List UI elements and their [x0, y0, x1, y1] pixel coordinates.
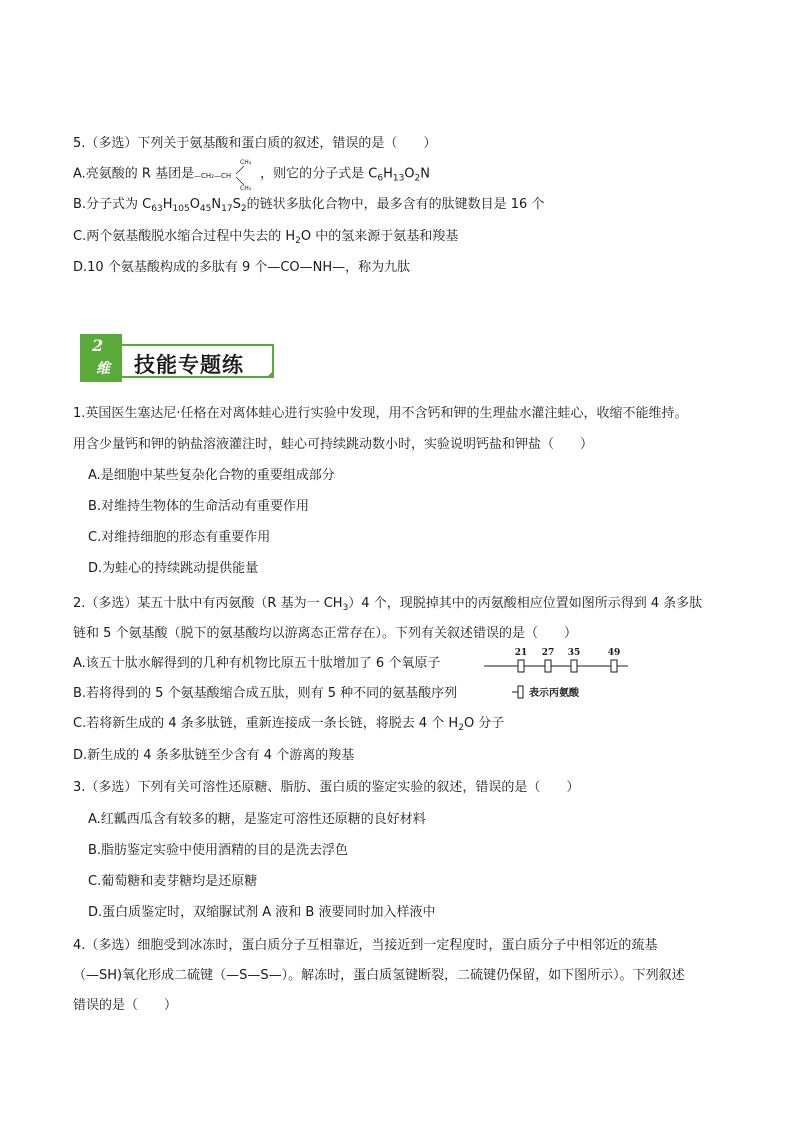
q2-line2: 链和 5 个氨基酸（脱下的氨基酸均以游离态正常存在）。下列有关叙述错误的是（ ） — [73, 626, 578, 641]
q5-a-o: O — [404, 166, 415, 182]
q5-a-formula-c: ，则它的分子式是 C — [260, 166, 378, 182]
rgroup-top: CH₃ — [240, 159, 252, 166]
position-label-49: 49 — [607, 648, 621, 658]
q5-b-sub: 45 — [199, 204, 212, 214]
q1-option-d: D.为蛙心的持续跳动提供能量 — [88, 561, 259, 576]
q5-b-o: O — [189, 197, 200, 212]
alanine-marker — [545, 660, 551, 672]
q4-line3: 错误的是（ ） — [73, 998, 178, 1013]
q5-a-text: A.亮氨酸的 R 基团是 — [73, 166, 195, 182]
q5-a-sub: 2 — [414, 173, 421, 184]
q5-b-sub: 17 — [221, 204, 233, 214]
q4-line2: （—SH)氧化形成二硫键（—S—S—）。解冻时，蛋白质氢键断裂，二硫键仍保留，如下图所示）。下列叙述 — [73, 968, 685, 983]
q5-option-a — [73, 159, 430, 190]
rgroup-bottom: CH₃ — [240, 185, 252, 190]
q2-c-text-end: O 分子 — [463, 716, 505, 731]
position-label-35: 35 — [567, 648, 581, 658]
peptide-diagram — [482, 646, 632, 702]
alanine-marker — [611, 660, 617, 672]
section-badge — [80, 334, 122, 382]
q5-b-text-end: 的链状多肽化合物中，最多含有的肽键数目是 16 个 — [246, 197, 545, 212]
q4-line1: 4.（多选）细胞受到冰冻时，蛋白质分子互相靠近，当接近到一定程度时，蛋白质分子中相邻近的巯基 — [73, 938, 658, 953]
alanine-marker — [518, 660, 524, 672]
alanine-marker — [571, 660, 577, 672]
q1-line1: 1.英国医生塞达尼·任格在对离体蛙心进行实验中发现，用不含钙和钾的生理盐水灌注蛙心，收缩不能维持。 — [73, 406, 688, 421]
q3-option-d: D.蛋白质鉴定时，双缩脲试剂 A 液和 B 液要同时加入样液中 — [88, 905, 436, 920]
q2-c-text: C.若将新生成的 4 条多肽链，重新连接成一条长链，将脱去 4 个 H — [73, 716, 459, 731]
q2-option-a: A.该五十肽水解得到的几种有机物比原五十肽增加了 6 个氧原子 — [73, 656, 441, 671]
q5-option-c — [73, 229, 458, 245]
rgroup-main: —CH₂—CH — [194, 172, 232, 180]
legend-alanine-marker — [518, 686, 523, 698]
q1-option-b: B.对维持生物体的生命活动有重要作用 — [88, 499, 310, 514]
q5-a-sub: 6 — [377, 173, 384, 184]
q3-option-b: B.脂肪鉴定实验中使用酒精的目的是洗去浮色 — [88, 843, 349, 858]
q3-option-c: C.葡萄糖和麦芽糖均是还原糖 — [88, 874, 258, 889]
corner-decoration — [266, 370, 274, 378]
q5-c-sub: 2 — [295, 236, 301, 246]
q1-option-c: C.对维持细胞的形态有重要作用 — [88, 530, 271, 545]
q5-b-s: S — [232, 197, 241, 212]
q2-line1-text: 2.（多选）某五十肽中有丙氨酸（R 基为一 CH — [73, 596, 343, 611]
q5-a-sub: 13 — [392, 173, 405, 184]
q2-option-d: D.新生成的 4 条多肽链至少含有 4 个游离的羧基 — [73, 748, 355, 763]
q1-line2: 用含少量钙和钾的钠盐溶液灌注时，蛙心可持续跳动数小时，实验说明钙盐和钾盐（ ） — [73, 437, 594, 452]
section-banner — [80, 334, 280, 384]
section-title-box — [122, 344, 274, 378]
q5-b-h: H — [162, 197, 173, 212]
q5-a-n: N — [420, 166, 430, 182]
q5-a-h: H — [383, 166, 393, 182]
leucine-r-group-formula — [194, 159, 260, 190]
q2-line1-text-end: ）4 个，现脱掉其中的丙氨酸相应位置如图所示得到 4 条多肽 — [348, 596, 703, 611]
q1-option-a: A.是细胞中某些复杂化合物的重要组成部分 — [88, 468, 335, 483]
q5-b-sub: 105 — [172, 204, 190, 214]
q5-b-sub: 63 — [151, 204, 163, 214]
q3-option-a: A.红瓤西瓜含有较多的糖，是鉴定可溶性还原糖的良好材料 — [88, 812, 426, 827]
q5-c-text-end: O 中的氢来源于氨基和羧基 — [300, 229, 459, 244]
q2-line1-sub: 3 — [342, 603, 349, 613]
q5-option-d: D.10 个氨基酸构成的多肽有 9 个—CO—NH—，称为九肽 — [73, 260, 411, 275]
position-label-27: 27 — [541, 648, 555, 658]
q5-b-n: N — [211, 197, 222, 212]
q5-stem: 5.（多选）下列关于氨基酸和蛋白质的叙述，错误的是（ ） — [73, 136, 437, 151]
q5-option-b — [73, 197, 544, 213]
section-number: 2 — [92, 336, 104, 355]
section-title: 技能专题练 — [134, 353, 244, 377]
q5-b-sub: 2 — [240, 204, 247, 214]
q5-b-text: B.分子式为 C — [73, 197, 152, 212]
position-label-21: 21 — [514, 648, 528, 658]
q3-stem: 3.（多选）下列有关可溶性还原糖、脂肪、蛋白质的鉴定实验的叙述，错误的是（ ） — [73, 780, 580, 795]
q2-c-sub: 2 — [458, 723, 464, 733]
q2-option-b: B.若将得到的 5 个氨基酸缩合成五肽，则有 5 种不同的氨基酸序列 — [73, 686, 458, 701]
legend-label: 表示丙氨酸 — [529, 688, 579, 699]
section-unit: 维 — [96, 361, 110, 377]
q2-line1 — [73, 596, 702, 612]
q5-c-text: C.两个氨基酸脱水缩合过程中失去的 H — [73, 229, 296, 244]
q2-option-c — [73, 716, 504, 732]
